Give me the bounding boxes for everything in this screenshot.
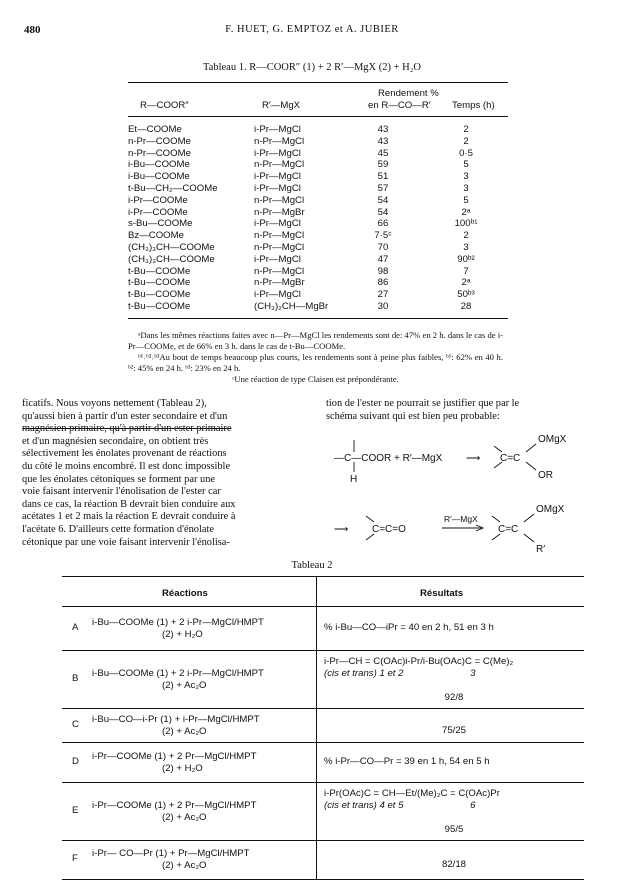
table1-cell-yield: 30 <box>377 300 389 312</box>
table1-cell-grignard: i-Pr—MgCl <box>254 182 301 194</box>
scheme-omgx-2: OMgX <box>536 504 565 515</box>
scheme-hydrogen: H <box>350 474 358 485</box>
table1-footnotes <box>128 330 503 385</box>
table2-row <box>62 708 584 742</box>
table2-result: % i-Pr—CO—Pr = 39 en 1 h, 54 en 5 h <box>324 756 490 767</box>
table1-cell-time: 5 <box>463 194 469 206</box>
table1-cell-grignard: i-Pr—MgCl <box>254 289 301 301</box>
body-text-left-column <box>22 398 306 549</box>
table1-cell-ester: t-Bu—COOMe <box>128 289 191 301</box>
table1-cell-yield: 54 <box>377 206 389 218</box>
table1-cell-time: 7 <box>463 265 469 277</box>
body-line: du côté le moins encombré. Il est donc impossible <box>22 460 231 472</box>
table2-row <box>62 650 584 708</box>
table1-top-rule <box>128 82 508 83</box>
scheme-arrow-1: ⟶ <box>466 453 481 464</box>
scheme-arrow-2: ⟶ <box>334 524 349 535</box>
footnote-b: ᵇ¹˒ᵇ²˒ᵇ³Au bout de temps beaucoup plus courts, les rendements sont à peine plus faibles, ᵇ¹: 62% en 40 h. ᵇ²: 45% en 24 h. ᵇ³: 23% en 24 h. <box>128 352 503 373</box>
table2-reaction: i-Pr—COOMe (1) + 2 Pr—MgCl/HMPT <box>92 800 257 811</box>
table1-cell-grignard: n-Pr—MgCl <box>254 194 305 206</box>
table1-cell-grignard: (CH₃)₂CH—MgBr <box>254 300 329 312</box>
body-line: qu'aussi bien à partir d'un ester secondaire et d'un <box>22 410 228 422</box>
table2-row-label: B <box>72 673 79 684</box>
table1-cell-grignard: n-Pr—MgCl <box>254 230 305 242</box>
table2-reaction-cont: (2) + H₂O <box>162 629 203 640</box>
table1-cell-time: 2ᵃ <box>461 277 471 289</box>
scheme-reagent: R′—MgX <box>444 514 478 524</box>
body-line: sélectivement les énolates provenant de réactions <box>22 448 227 460</box>
table1-cell-time: 2ᵃ <box>461 206 471 218</box>
body-line: cétonique par une voie faisant intervenir l'énolisa- <box>22 536 230 548</box>
table1-cell-ester: t-Bu—CH₂—COOMe <box>128 182 218 194</box>
table2-row <box>62 782 584 840</box>
table2-row <box>62 742 584 782</box>
table1-cell-grignard: n-Pr—MgBr <box>254 206 305 218</box>
table1-cell-grignard: n-Pr—MgCl <box>254 265 305 277</box>
table1-cell-yield: 59 <box>377 159 389 171</box>
table1-title: Tableau 1. R—COOR″ (1) + 2 R′—MgX (2) + H₂O <box>202 62 421 73</box>
table2-reaction-cont: (2) + Ac₂O <box>162 680 207 691</box>
table1-cell-time: 100ᵇ¹ <box>454 218 478 230</box>
table2-reaction: i-Pr— CO—Pr (1) + Pr—MgCl/HMPT <box>92 848 250 859</box>
scheme-or: OR <box>538 470 553 481</box>
table1-cell-yield: 70 <box>377 241 389 253</box>
table1-cell-yield: 43 <box>377 124 389 135</box>
table2-reaction-cont: (2) + Ac₂O <box>162 812 207 823</box>
table2-reaction-cont: (2) + Ac₂O <box>162 726 207 737</box>
table1-cell-time: 90ᵇ² <box>457 253 475 265</box>
running-header-authors: F. HUET, G. EMPTOZ et A. JUBIER <box>225 24 399 35</box>
table1-cell-yield: 86 <box>377 277 389 289</box>
table1-cell-time: 2 <box>463 135 469 147</box>
table1-cell-grignard: i-Pr—MgCl <box>254 171 301 183</box>
table1-cell-yield: 57 <box>377 182 389 194</box>
table1-cell-yield: 66 <box>377 218 389 230</box>
table1-cell-ester: t-Bu—COOMe <box>128 265 191 277</box>
table1-cell-ester: i-Bu—COOMe <box>128 171 190 183</box>
table1-cell-ester: Et—COOMe <box>128 124 182 135</box>
table1-header-ester: R—COOR″ <box>140 100 189 111</box>
scheme-ketene: C=C=O <box>372 524 406 535</box>
table1-cell-yield: 7·5ᶜ <box>374 230 392 242</box>
table2-row-label: D <box>72 756 79 767</box>
table1-cell-grignard: i-Pr—MgCl <box>254 147 301 159</box>
table2-header-reactions: Réactions <box>162 588 208 599</box>
table1-cell-grignard: n-Pr—MgCl <box>254 241 305 253</box>
page-number: 480 <box>24 24 41 36</box>
table1-cell-ester: (CH₃)₃CH—COOMe <box>128 241 215 253</box>
table2-reaction: i-Bu—COOMe (1) + 2 i-Pr—MgCl/HMPT <box>92 617 264 628</box>
table2-result: % i-Bu—CO—iPr = 40 en 2 h, 51 en 3 h <box>324 622 494 633</box>
table2-result-detail: (cis et trans) 4 et 5 6 <box>324 800 476 811</box>
table1-cell-grignard: i-Pr—MgCl <box>254 124 301 135</box>
body-line: magnésien primaire, qu'à partir d'un ester primaire <box>22 423 232 435</box>
table1-cell-time: 3 <box>463 171 469 183</box>
body-line: que les énolates cétoniques se forment par une <box>22 473 216 485</box>
table1-cell-yield: 43 <box>377 135 389 147</box>
table2-reaction-cont: (2) + H₂O <box>162 763 203 774</box>
table1-cell-time: 0·5 <box>459 147 473 159</box>
reaction-scheme <box>326 428 606 558</box>
table2-reaction: i-Bu—CO—i-Pr (1) + i-Pr—MgCl/HMPT <box>92 714 260 725</box>
scheme-reactant: —C—COOR + R′—MgX <box>334 453 443 464</box>
table1-bottom-rule <box>128 318 508 319</box>
table2-title: Tableau 2 <box>291 560 333 571</box>
table1-cell-time: 50ᵇ³ <box>457 289 475 301</box>
body-line: dans ce cas, la réaction B devrait bien conduire aux <box>22 498 236 510</box>
table1-cell-time: 28 <box>460 300 472 312</box>
table2-reaction-cont: (2) + Ac₂O <box>162 860 207 871</box>
body-line: schéma suivant qui est bien peu probable: <box>326 410 500 422</box>
scheme-rprime: R′ <box>536 544 546 555</box>
table2-result: i-Pr(OAc)C = CH—Et/(Me)₂C = C(OAc)Pr <box>324 788 500 799</box>
table1-cell-ester: n-Pr—COOMe <box>128 147 191 159</box>
table1-cell-yield: 51 <box>377 171 389 183</box>
table1-cell-ester: n-Pr—COOMe <box>128 135 191 147</box>
table2-result-ratio: 75/25 <box>441 725 466 736</box>
scheme-enolate-2: C=C <box>498 524 519 535</box>
table2-row-label: A <box>72 622 79 633</box>
table2-result-detail: (cis et trans) 1 et 2 3 <box>324 668 476 679</box>
body-line: l'acétate 6. D'ailleurs cette formation d'énolate <box>22 523 214 535</box>
footnote-a: ᵃDans les mêmes réactions faites avec n—Pr—MgCl les rendements sont de: 47% en 2 h. dans le cas de i-Pr—COOMe, et de 66% en 3 h. dans le cas de t-Bu—COOMe. <box>128 330 503 351</box>
body-text-right-column <box>326 398 604 423</box>
table1-cell-grignard: n-Pr—MgCl <box>254 159 305 171</box>
scheme-enolate-1: C=C <box>500 453 521 464</box>
table1-header-yield-a: Rendement % <box>378 88 439 99</box>
body-line: ficatifs. Nous voyons nettement (Tableau 2), <box>22 398 207 409</box>
table1-cell-yield: 54 <box>377 194 389 206</box>
body-line: et d'un magnésien secondaire, on obtient très <box>22 435 209 447</box>
table1-cell-time: 2 <box>463 230 469 242</box>
table2-row-label: F <box>72 853 78 864</box>
table2-result-ratio: 82/18 <box>441 859 466 870</box>
table2-reaction: i-Pr—COOMe (1) + 2 Pr—MgCl/HMPT <box>92 751 257 762</box>
body-line: acétates 1 et 2 mais la réaction E devrait conduire à <box>22 511 236 523</box>
body-line: tion de l'ester ne pourrait se justifier que par le <box>326 398 520 409</box>
table1-cell-ester: i-Bu—COOMe <box>128 159 190 171</box>
table1-cell-grignard: i-Pr—MgCl <box>254 253 301 265</box>
table1-cell-time: 2 <box>463 124 469 135</box>
table1-header-grignard: R′—MgX <box>262 100 301 111</box>
table1-header-yield-b: en R—CO—R′ <box>368 100 431 111</box>
table2-row-label: C <box>72 719 79 730</box>
table2-result-ratio: 92/8 <box>444 692 464 703</box>
table1-cell-yield: 45 <box>377 147 389 159</box>
table2-row <box>62 840 584 878</box>
table1-cell-ester: t-Bu—COOMe <box>128 277 191 289</box>
table2-reaction: i-Bu—COOMe (1) + 2 i-Pr—MgCl/HMPT <box>92 668 264 679</box>
table2-row-label: E <box>72 805 79 816</box>
table1-cell-time: 5 <box>463 159 469 171</box>
table2 <box>62 576 584 880</box>
table1-cell-ester: s-Bu—COOMe <box>128 218 193 230</box>
table2-header-results: Résultats <box>420 588 464 599</box>
table1-cell-ester: (CH₃)₃CH—COOMe <box>128 253 215 265</box>
table1-cell-yield: 27 <box>377 289 389 301</box>
table1-cell-grignard: i-Pr—MgCl <box>254 218 301 230</box>
table2-result: i-Pr—CH = C(OAc)i-Pr/i-Bu(OAc)C = C(Me)₂ <box>324 656 514 667</box>
body-line: voie faisant intervenir l'énolisation de l'ester car <box>22 486 221 498</box>
table1-cell-ester: i-Pr—COOMe <box>128 194 188 206</box>
table1-cell-yield: 98 <box>377 265 389 277</box>
table1-cell-yield: 47 <box>377 253 389 265</box>
table1-cell-ester: t-Bu—COOMe <box>128 300 191 312</box>
table1-cell-time: 3 <box>463 182 469 194</box>
table1-header-time: Temps (h) <box>452 100 495 111</box>
table1-header-rule <box>128 116 508 117</box>
table1-cell-ester: Bz—COOMe <box>128 230 184 242</box>
footnote-c: ᶜUne réaction de type Claisen est prépondérante. <box>232 374 399 384</box>
table2-result-ratio: 95/5 <box>444 824 464 835</box>
table1-cell-grignard: n-Pr—MgCl <box>254 135 305 147</box>
table1-cell-time: 3 <box>463 241 469 253</box>
scheme-omgx-1: OMgX <box>538 434 567 445</box>
table1-cell-grignard: n-Pr—MgBr <box>254 277 305 289</box>
table2-row <box>62 606 584 650</box>
table1-cell-ester: i-Pr—COOMe <box>128 206 188 218</box>
